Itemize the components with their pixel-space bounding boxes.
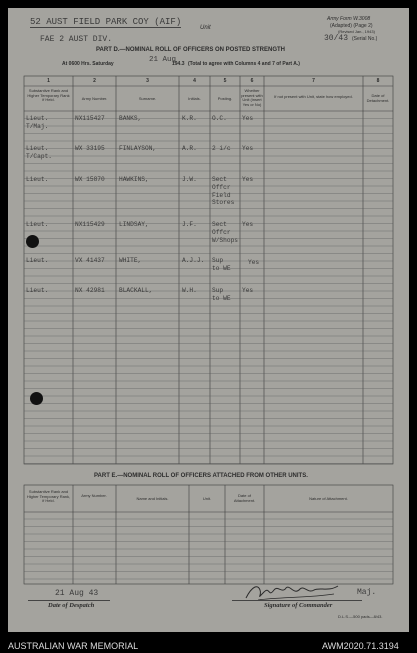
signature-label: Signature of Commander: [264, 602, 333, 609]
header-surname: Surname.: [138, 96, 157, 101]
army-number-cell: WX 15870: [75, 176, 105, 183]
initials-cell: W.H.: [182, 287, 197, 294]
form-adapted: (Adapted) (Page 2): [330, 23, 373, 29]
col-number-1: 1: [47, 78, 50, 84]
header-employment: If not present with Unit, state how employed.: [274, 94, 353, 99]
present-cell: Yes: [242, 221, 254, 228]
rank-cell: Lieut. T/Maj.: [26, 115, 49, 130]
col-number-7: 7: [312, 78, 315, 84]
present-cell: Yes: [242, 145, 254, 152]
surname-cell: LINDSAY,: [119, 221, 149, 228]
posting-cell: Sup to WE: [212, 257, 231, 272]
posting-cell: Sup to WE: [212, 287, 231, 302]
part-d-year: 194.3: [172, 61, 185, 67]
rank-cell: Lieut.: [26, 287, 49, 294]
initials-cell: J.W.: [182, 176, 197, 183]
surname-cell: BLACKALL,: [119, 287, 153, 294]
signature-rank: Maj.: [357, 588, 377, 597]
header-initials: Initials.: [188, 96, 201, 101]
header-rank: Substantive Rank and Higher Temporary Rank if Held.: [27, 88, 70, 102]
initials-cell: K.R.: [182, 115, 197, 122]
army-number-cell: NX115429: [75, 221, 105, 228]
form-revised: (Revised Jan., 1943): [338, 29, 375, 34]
col-number-2: 2: [93, 78, 96, 84]
caption-right: AWM2020.71.3194: [322, 641, 399, 651]
part-d-title: PART D.—NOMINAL ROLL OF OFFICERS ON POSTED STRENGTH: [96, 47, 286, 53]
part-e-header-nature: Nature of Attachment.: [309, 496, 348, 501]
punch-hole-lower: [30, 392, 43, 405]
surname-cell: HAWKINS,: [119, 176, 149, 183]
col-number-4: 4: [193, 78, 196, 84]
part-d-date: 21 Aug: [149, 56, 177, 64]
printer-note: D.L.S.—500 pads—8/43.: [338, 614, 383, 619]
present-cell: Yes: [242, 287, 254, 294]
rank-cell: Lieut. T/Capt.: [26, 145, 52, 160]
army-number-cell: WX 33195: [75, 145, 105, 152]
surname-cell: FINLAYSON,: [119, 145, 157, 152]
header-posting: Posting.: [217, 96, 233, 101]
posting-cell: Sect Offcr Field Stores: [212, 176, 235, 207]
part-d-total-note: (Total to agree with Columns 4 and 7 of Part A.): [188, 61, 300, 67]
part-e-header-army-number: Army Number.: [81, 493, 107, 498]
army-number-cell: NX115427: [75, 115, 105, 122]
despatch-date: 21 Aug 43: [55, 589, 99, 598]
signature-line: [232, 600, 362, 601]
part-e-header-name: Name and Initials.: [136, 496, 169, 501]
rank-cell: Lieut.: [26, 221, 49, 228]
posting-cell: O.C.: [212, 115, 227, 122]
col-number-5: 5: [223, 78, 227, 84]
punch-hole-upper: [26, 235, 39, 248]
present-cell: Yes: [242, 176, 254, 183]
part-e-title: PART E.—NOMINAL ROLL OF OFFICERS ATTACHED FROM OTHER UNITS.: [94, 473, 308, 479]
part-d-date-prefix: At 0600 Hrs. Saturday: [62, 61, 114, 67]
posting-cell: Sect Offcr W/Shops: [212, 221, 238, 244]
part-e-header-rank: Substantive Rank and Higher Temporary Rank, if Held.: [26, 489, 71, 503]
unit-label: Unit: [200, 25, 211, 31]
present-cell: Yes: [242, 115, 254, 122]
part-e-header-date: Date of Attachment.: [233, 493, 256, 503]
header-army-number: Army Number.: [81, 96, 108, 101]
initials-cell: J.F.: [182, 221, 197, 228]
present-cell: Yes: [248, 259, 260, 266]
rank-cell: Lieut.: [26, 176, 49, 183]
serial-label: (Serial No.): [352, 36, 378, 42]
army-number-cell: NX 42981: [75, 287, 105, 294]
col-number-8: 8: [376, 78, 380, 84]
unit-name: 52 AUST FIELD PARK COY (AIF): [30, 17, 182, 27]
despatch-line: [28, 600, 110, 601]
surname-cell: WHITE,: [119, 257, 142, 264]
formation: FAE 2 AUST DIV.: [40, 35, 113, 44]
initials-cell: A.J.J.: [182, 257, 205, 264]
rank-cell: Lieut.: [26, 257, 49, 264]
header-present: Whether present with Unit (insert Yes or No): [241, 88, 263, 107]
caption-left: AUSTRALIAN WAR MEMORIAL: [8, 641, 139, 651]
army-number-cell: VX 41437: [75, 257, 105, 264]
col-number-6: 6: [250, 78, 254, 84]
col-number-3: 3: [146, 78, 149, 84]
surname-cell: BANKS,: [119, 115, 142, 122]
header-detachment: Date of Detachment.: [366, 93, 390, 103]
serial-number: 30/43: [324, 34, 349, 43]
posting-cell: 2 i/c: [212, 145, 231, 152]
form-title: Army Form W.3008: [327, 16, 371, 22]
initials-cell: A.R.: [182, 145, 197, 152]
despatch-label: Date of Despatch: [48, 602, 95, 609]
part-e-header-unit: Unit.: [202, 496, 212, 501]
